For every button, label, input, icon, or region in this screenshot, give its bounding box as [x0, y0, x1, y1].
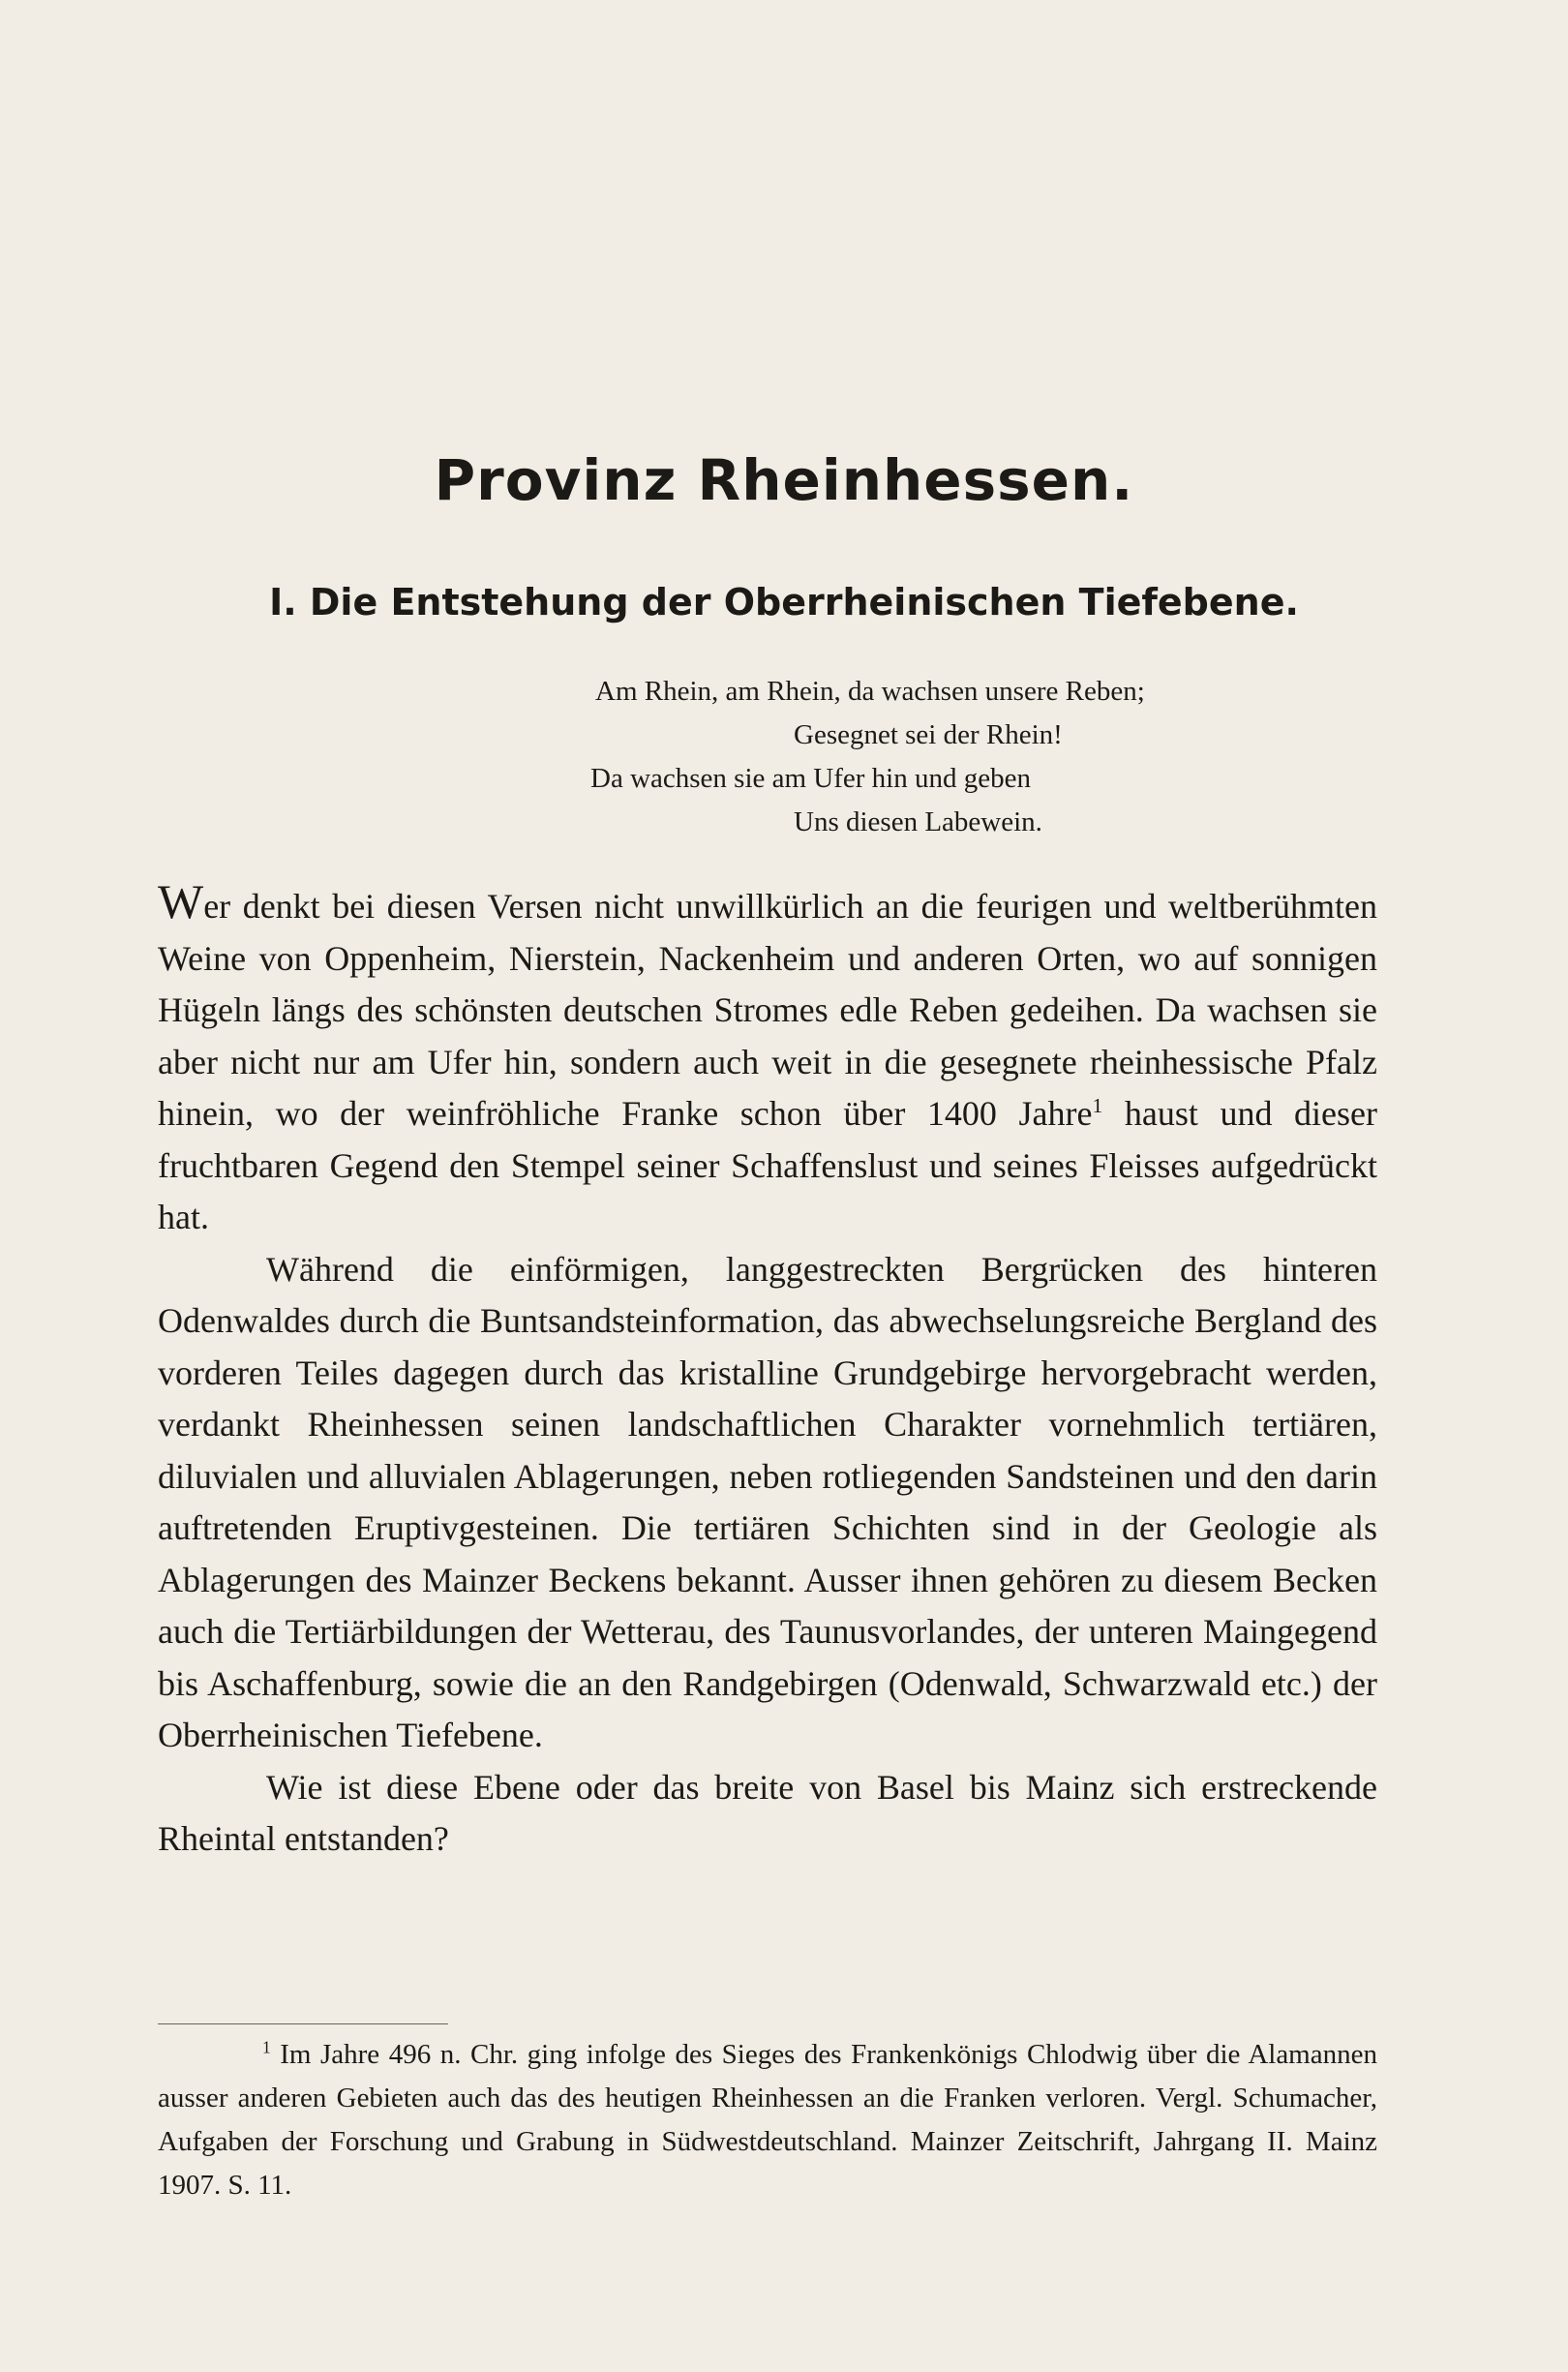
- footnote-text: Im Jahre 496 n. Chr. ging infolge des Sieges des Frankenkönigs Chlodwig über die Alamannen ausser anderen Gebieten auch das des heutigen Rheinhessen an die Franken verloren. Vergl. Schumacher, Aufgaben der Forschung und Grabung in Südwestdeutschland. Mainzer Zeitschrift, Jahrgang II. Mainz 1907. S. 11.: [158, 2039, 1377, 2201]
- initial-letter: W: [158, 874, 204, 928]
- verse-epigraph: [561, 670, 1413, 844]
- page-title: Provinz Rheinhessen.: [434, 447, 1134, 513]
- footnote: [158, 2033, 1377, 2207]
- footnote-mark: 1: [262, 2037, 271, 2057]
- footnote-divider: [158, 2023, 448, 2024]
- footnote-reference[interactable]: 1: [1092, 1094, 1103, 1117]
- verse-line: Uns diesen Labewein.: [794, 806, 1042, 837]
- verse-line: Gesegnet sei der Rhein!: [794, 719, 1063, 750]
- paragraph-1: [158, 874, 1377, 1244]
- verse-line: Am Rhein, am Rhein, da wachsen unsere Reben;: [595, 676, 1145, 707]
- body-text: [158, 874, 1377, 1866]
- chapter-heading: I. Die Entstehung der Oberrheinischen Tiefebene.: [269, 581, 1299, 623]
- verse-line: Da wachsen sie am Ufer hin und geben: [590, 763, 1031, 794]
- paragraph-3: Wie ist diese Ebene oder das breite von Basel bis Mainz sich erstreckende Rheintal entstanden?: [158, 1767, 1377, 1858]
- paragraph-2: Während die einförmigen, langgestreckten Bergrücken des hinteren Odenwaldes durch die Buntsandsteinformation, das abwechselungsreiche Bergland des vorderen Teiles dagegen durch das kristalline Grundgebirge hervorgebracht werden, verdankt Rheinhessen seinen landschaftlichen Charakter vornehmlich tertiären, diluvialen und alluvialen Ablagerungen, neben rotliegenden Sandsteinen und den darin auftretenden Eruptivgesteinen. Die tertiären Schichten sind in der Geologie als Ablagerungen des Mainzer Beckens bekannt. Ausser ihnen gehören zu diesem Becken auch die Tertiärbildungen der Wetterau, des Taunusvorlandes, der unteren Maingegend bis Aschaffenburg, sowie die an den Randgebirgen (Odenwald, Schwarzwald etc.) der Oberrheinischen Tiefebene.: [158, 1249, 1377, 1754]
- paragraph-1-text-a: er denkt bei diesen Versen nicht unwillkürlich an die feurigen und weltberühmten Weine von Oppenheim, Nierstein, Nackenheim und anderen Orten, wo auf sonnigen Hügeln längs des schönsten deutschen Stromes edle Reben gedeihen. Da wachsen sie aber nicht nur am Ufer hin, sondern auch weit in die gesegnete rheinhessische Pfalz hinein, wo der weinfröhliche Franke schon über 1400 Jahre: [158, 887, 1377, 1133]
- paragraph-1-text-b: haust und dieser fruchtbaren Gegend den Stempel seiner Schaffenslust und seines Fleisses aufgedrückt hat.: [158, 1094, 1377, 1236]
